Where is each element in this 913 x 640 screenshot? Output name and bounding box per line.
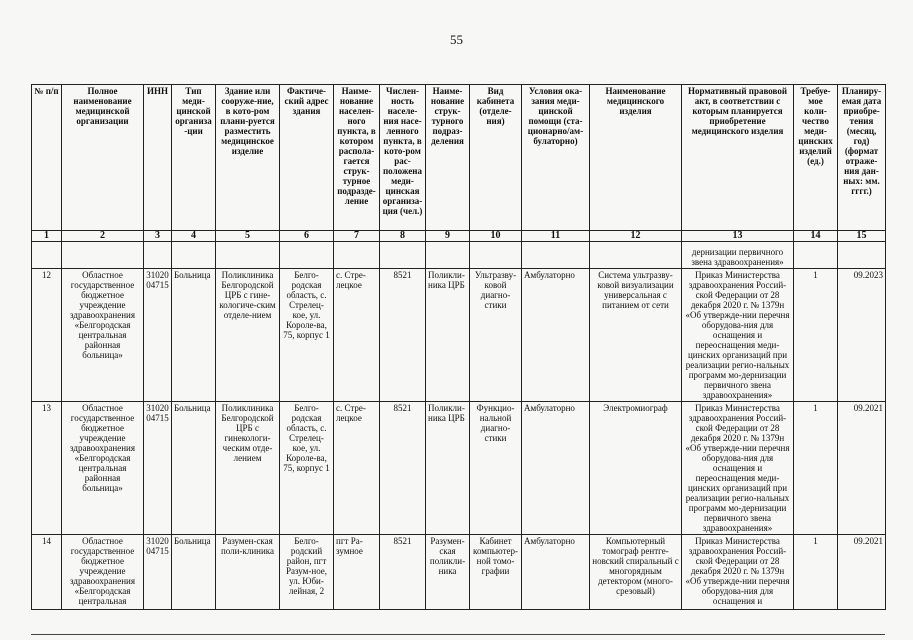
header-cell: Наиме-нование населен-ного пункта, в котором распола-гается струк-турное подразде-ление xyxy=(334,85,380,231)
row-number: 14 xyxy=(32,535,62,610)
page-bottom-rule xyxy=(31,634,885,635)
column-number: 15 xyxy=(838,231,886,242)
address: Белго-родский район, пгт Разум-ное, ул. Юби-лейная, 2 xyxy=(280,535,334,610)
structural-unit: Поликли-ника ЦРБ xyxy=(426,269,470,402)
continuation-row xyxy=(32,242,886,269)
building: Поликлиника Белгородской ЦРБ с гинекологи-ческим отде-лением xyxy=(216,402,280,535)
purchase-date: 09.2023 xyxy=(838,269,886,402)
cabinet-type: Функцио-нальной диагно-стики xyxy=(470,402,522,535)
device-name: Электромиограф xyxy=(590,402,682,535)
device-name: Компьютерный томограф рентге-новский спиральный с многорядным детектором (много-срезовый) xyxy=(590,535,682,610)
table-row xyxy=(32,535,886,610)
care-conditions: Амбулаторно xyxy=(522,535,590,610)
column-number: 10 xyxy=(470,231,522,242)
organization-type: Больница xyxy=(172,269,216,402)
cabinet-type: Кабинет компьютер-ной томо-графии xyxy=(470,535,522,610)
building: Поликлиника Белгородской ЦРБ с гине-кологиче-ским отделе-нием xyxy=(216,269,280,402)
header-cell: Нормативный правовой акт, в соответствии с которым планируется приобретение медицинского изделия xyxy=(682,85,794,231)
row-number: 13 xyxy=(32,402,62,535)
page-number: 55 xyxy=(450,32,463,47)
quantity: 1 xyxy=(794,402,838,535)
care-conditions: Амбулаторно xyxy=(522,269,590,402)
address: Белго-родская область, с. Стрелец-кое, ул. Короле-ва, 75, корпус 1 xyxy=(280,269,334,402)
legal-act: Приказ Министерства здравоохранения Россий-ской Федерации от 28 декабря 2020 г. № 1379н «Об утвержде-нии перечня оборудова-ния для оснащения и xyxy=(682,535,794,610)
organization-name: Областное государственное бюджетное учреждение здравоохранения «Белгородская центральная районная больница» xyxy=(62,402,144,535)
structural-unit: Разумен-ская поликли-ника xyxy=(426,535,470,610)
column-number: 14 xyxy=(794,231,838,242)
care-conditions: Амбулаторно xyxy=(522,402,590,535)
column-number: 4 xyxy=(172,231,216,242)
organization-type: Больница xyxy=(172,402,216,535)
column-number: 2 xyxy=(62,231,144,242)
population: 8521 xyxy=(380,402,426,535)
inn-value: 3102004715 xyxy=(144,535,172,610)
table-row xyxy=(32,402,886,535)
header-cell: Наименование медицинского изделия xyxy=(590,85,682,231)
column-number: 1 xyxy=(32,231,62,242)
header-cell: Условия ока-зания меди-цинской помощи (ста-ционарно/ам-булаторно) xyxy=(522,85,590,231)
purchase-date: 09.2021 xyxy=(838,535,886,610)
population: 8521 xyxy=(380,269,426,402)
header-row xyxy=(32,85,886,231)
purchase-date: 09.2021 xyxy=(838,402,886,535)
header-cell: Наиме-нование струк-турного подраз-деления xyxy=(426,85,470,231)
column-number: 7 xyxy=(334,231,380,242)
column-number: 12 xyxy=(590,231,682,242)
structural-unit: Поликли-ника ЦРБ xyxy=(426,402,470,535)
column-number: 6 xyxy=(280,231,334,242)
continuation-text: дернизации первичного звена здравоохранения» xyxy=(682,242,794,269)
organization-type: Больница xyxy=(172,535,216,610)
header-cell: Фактиче-ский адрес здания xyxy=(280,85,334,231)
cabinet-type: Ультразву-ковой диагно-стики xyxy=(470,269,522,402)
column-number: 11 xyxy=(522,231,590,242)
population: 8521 xyxy=(380,535,426,610)
header-cell: Числен-ность населе-ния насе-ленного пункта, в кото-ром рас-положена меди-цинская организа-ция (чел.) xyxy=(380,85,426,231)
column-number: 3 xyxy=(144,231,172,242)
header-cell: Требуе-мое коли-чество меди-цинских изделий (ед.) xyxy=(794,85,838,231)
header-cell: Вид кабинета (отделе-ния) xyxy=(470,85,522,231)
header-cell: Здание или сооруже-ние, в кото-ром плани-руется разместить медицинское изделие xyxy=(216,85,280,231)
header-cell: ИНН xyxy=(144,85,172,231)
header-cell: № п/п xyxy=(32,85,62,231)
quantity: 1 xyxy=(794,269,838,402)
device-name: Система ультразву-ковой визуализации универсальная с питанием от сети xyxy=(590,269,682,402)
row-number: 12 xyxy=(32,269,62,402)
locality: с. Стре-лецкое xyxy=(334,269,380,402)
building: Разумен-ская поли-клиника xyxy=(216,535,280,610)
table-row xyxy=(32,269,886,402)
address: Белго-родская область, с. Стрелец-кое, ул. Короле-ва, 75, корпус 1 xyxy=(280,402,334,535)
equipment-register-table xyxy=(31,84,886,610)
column-number: 13 xyxy=(682,231,794,242)
header-cell: Полное наименование медицинской организации xyxy=(62,85,144,231)
header-cell: Тип меди-цинской организа-ции xyxy=(172,85,216,231)
header-cell: Планиру-емая дата приобре-тения (месяц, год) (формат отраже-ния дан-ных: мм. гггг.) xyxy=(838,85,886,231)
inn-value: 3102004715 xyxy=(144,402,172,535)
inn-value: 3102004715 xyxy=(144,269,172,402)
column-number: 5 xyxy=(216,231,280,242)
organization-name: Областное государственное бюджетное учреждение здравоохранения «Белгородская центральная xyxy=(62,535,144,610)
column-number: 8 xyxy=(380,231,426,242)
legal-act: Приказ Министерства здравоохранения Россий-ской Федерации от 28 декабря 2020 г. № 1379н «Об утвержде-нии перечня оборудова-ния для оснащения и переоснащения меди-цинских организаций при реализации регио-нальных программ мо-дернизации первичного звена здравоохранения» xyxy=(682,269,794,402)
locality: пгт Ра-зумное xyxy=(334,535,380,610)
locality: с. Стре-лецкое xyxy=(334,402,380,535)
quantity: 1 xyxy=(794,535,838,610)
column-number: 9 xyxy=(426,231,470,242)
column-number-row xyxy=(32,231,886,242)
organization-name: Областное государственное бюджетное учреждение здравоохранения «Белгородская центральная районная больница» xyxy=(62,269,144,402)
legal-act: Приказ Министерства здравоохранения Россий-ской Федерации от 28 декабря 2020 г. № 1379н «Об утвержде-нии перечня оборудова-ния для оснащения и переоснащения меди-цинских организаций при реализации регио-нальных программ мо-дернизации первичного звена здравоохранения» xyxy=(682,402,794,535)
